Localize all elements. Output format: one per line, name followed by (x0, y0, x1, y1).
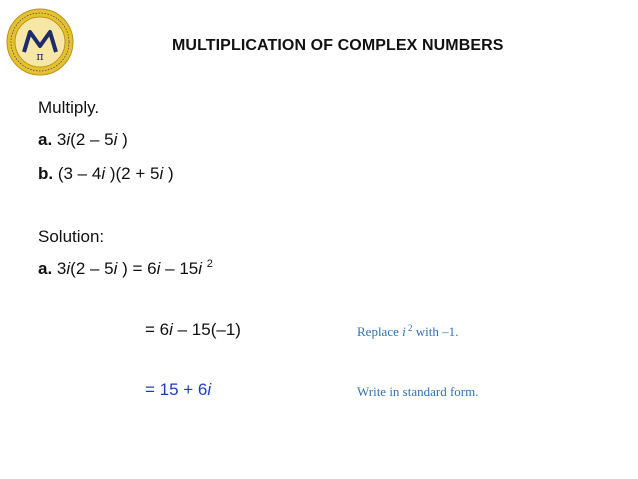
problem-a-label: a. (38, 130, 53, 149)
problem-b: b. (3 – 4i )(2 + 5i ) (38, 164, 174, 183)
solution-a-label: a. (38, 259, 53, 278)
solution-step-3: = 15 + 6i (145, 380, 212, 399)
institution-seal-logo (6, 8, 74, 76)
solution-step-1: a. 3i(2 – 5i ) = 6i – 15i $^2$ (38, 258, 213, 278)
problem-a: a. 3i(2 – 5i ) (38, 130, 128, 149)
solution-step-2: = 6i – 15(–1) (145, 320, 241, 339)
logo-pi-symbol: π (36, 50, 44, 63)
problem-b-label: b. (38, 164, 54, 183)
page-title: MULTIPLICATION OF COMPLEX NUMBERS (172, 37, 504, 54)
instruction-text: Multiply. (38, 98, 100, 117)
step-3-note: Write in standard form. (357, 384, 479, 399)
step-2-note: Replace i $^2$ with –1. (357, 323, 459, 339)
solution-heading: Solution: (38, 227, 105, 246)
